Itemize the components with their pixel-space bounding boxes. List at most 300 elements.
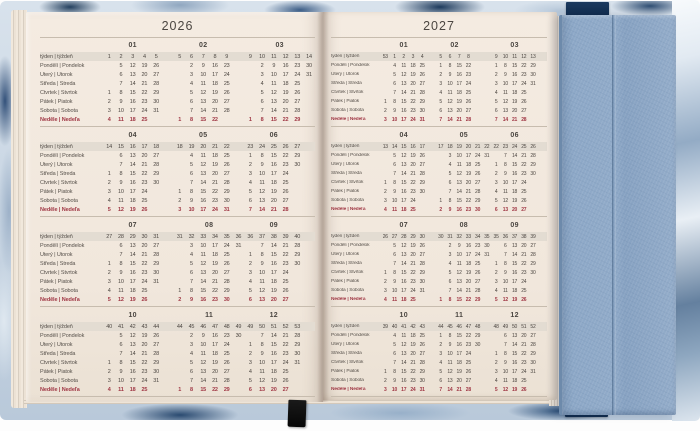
date-cell: 27 bbox=[223, 170, 230, 177]
date-cell: 15 bbox=[200, 116, 207, 123]
date-cell: 8 bbox=[393, 368, 396, 375]
date-cell bbox=[103, 342, 115, 348]
week-number: 30 bbox=[438, 233, 444, 240]
day-label: Sobota | Sobota bbox=[331, 198, 364, 203]
date-cell: 2 bbox=[190, 332, 193, 339]
date-cell: 15 bbox=[511, 161, 518, 168]
day-label: Úterý | Utorok bbox=[331, 252, 360, 257]
date-cell: 29 bbox=[530, 350, 536, 357]
week-number bbox=[538, 144, 547, 150]
date-cell bbox=[473, 72, 482, 78]
date-cells bbox=[174, 252, 245, 258]
date-cell: 12 bbox=[401, 242, 407, 249]
date-cell bbox=[244, 333, 256, 339]
week-number: 38 bbox=[270, 233, 277, 240]
month-header-row bbox=[331, 129, 547, 142]
day-row bbox=[331, 286, 547, 295]
date-cell bbox=[538, 90, 547, 96]
date-cell: 26 bbox=[521, 197, 527, 204]
date-cell: 10 bbox=[118, 188, 124, 195]
week-number: 35 bbox=[493, 233, 499, 240]
day-row bbox=[331, 178, 547, 187]
date-cell: 21 bbox=[465, 188, 471, 195]
date-cell: 21 bbox=[410, 170, 416, 177]
day-label: Středa | Streda bbox=[331, 81, 362, 86]
week-number bbox=[162, 234, 174, 240]
date-cell: 1 bbox=[383, 368, 387, 375]
date-cell: 22 bbox=[282, 341, 289, 348]
week-numbers bbox=[174, 54, 245, 60]
month-number: 06 bbox=[269, 132, 278, 139]
date-cell: 19 bbox=[465, 170, 471, 177]
date-cell: 13 bbox=[502, 206, 508, 213]
date-cell: 24 bbox=[282, 359, 289, 366]
date-cell bbox=[233, 279, 245, 285]
week-number: 33 bbox=[200, 233, 207, 240]
date-cell: 25 bbox=[474, 161, 481, 168]
date-cells bbox=[492, 180, 547, 186]
date-cell: 12 bbox=[270, 89, 277, 96]
month-header-col bbox=[492, 312, 547, 319]
date-cells bbox=[103, 153, 174, 159]
month-header-col bbox=[103, 132, 174, 139]
date-cell bbox=[162, 378, 174, 384]
week-numbers bbox=[492, 54, 547, 60]
date-cells bbox=[436, 171, 491, 177]
date-cell: 19 bbox=[212, 260, 218, 267]
week-number: 17 bbox=[419, 143, 425, 150]
date-cell bbox=[233, 63, 245, 69]
date-cell bbox=[538, 153, 547, 159]
book-cover-edge bbox=[672, 0, 700, 421]
date-cell: 19 bbox=[212, 161, 218, 168]
date-cell: 22 bbox=[521, 260, 527, 267]
date-cell: 30 bbox=[530, 170, 536, 177]
date-cell: 20 bbox=[212, 98, 218, 105]
date-cell: 30 bbox=[484, 242, 490, 249]
date-cells bbox=[492, 171, 547, 177]
date-cells bbox=[381, 342, 436, 348]
date-cell: 9 bbox=[393, 377, 396, 384]
week-number: 40 bbox=[106, 323, 112, 330]
week-number: 24 bbox=[259, 143, 265, 150]
date-cells bbox=[174, 288, 245, 294]
date-cell bbox=[427, 171, 436, 177]
date-cell: 4 bbox=[383, 206, 387, 213]
date-cell bbox=[427, 207, 436, 213]
month-header-col bbox=[381, 312, 436, 319]
week-number: 43 bbox=[141, 323, 148, 330]
date-cell bbox=[150, 207, 162, 213]
day-label: Neděle | Nedeľa bbox=[331, 207, 366, 212]
date-cells bbox=[244, 270, 315, 276]
date-cell bbox=[528, 288, 537, 294]
week-number: 52 bbox=[530, 323, 536, 330]
week-number: 26 bbox=[530, 143, 536, 150]
date-cell bbox=[482, 81, 491, 87]
date-cell: 4 bbox=[494, 377, 498, 384]
date-cell: 13 bbox=[511, 332, 518, 339]
date-cell: 25 bbox=[282, 368, 289, 375]
date-cells bbox=[103, 378, 174, 384]
week-number: 29 bbox=[129, 233, 136, 240]
date-cell: 4 bbox=[190, 350, 193, 357]
date-cell bbox=[436, 153, 445, 159]
day-row bbox=[40, 61, 315, 70]
date-cell: 1 bbox=[248, 341, 252, 348]
date-cell: 29 bbox=[419, 179, 425, 186]
date-cell: 26 bbox=[521, 296, 527, 303]
date-cell: 10 bbox=[200, 341, 207, 348]
date-cells bbox=[244, 297, 315, 303]
date-cell: 11 bbox=[118, 386, 124, 393]
week-number bbox=[427, 324, 436, 330]
week-number: 35 bbox=[484, 233, 490, 240]
week-number: 28 bbox=[401, 233, 407, 240]
date-cell bbox=[482, 99, 491, 105]
date-cell: 18 bbox=[129, 386, 136, 393]
day-row bbox=[331, 61, 547, 70]
date-cell: 26 bbox=[465, 368, 471, 375]
week-number: 21 bbox=[212, 143, 218, 150]
month-header-col bbox=[103, 42, 174, 49]
date-cell: 2 bbox=[178, 197, 182, 204]
week-number: 1 bbox=[107, 53, 111, 60]
date-cell bbox=[427, 369, 436, 375]
date-cell: 22 bbox=[410, 98, 416, 105]
week-number: 27 bbox=[294, 143, 301, 150]
date-cell bbox=[538, 72, 547, 78]
date-cell bbox=[103, 351, 115, 357]
date-cell: 1 bbox=[494, 62, 498, 69]
week-number: 14 bbox=[391, 143, 398, 150]
date-cell: 22 bbox=[465, 296, 471, 303]
date-cell: 23 bbox=[521, 170, 527, 177]
date-cell: 28 bbox=[223, 107, 230, 114]
date-cell: 5 bbox=[494, 98, 498, 105]
date-cell bbox=[291, 288, 303, 294]
date-cell: 30 bbox=[223, 296, 230, 303]
date-cell bbox=[482, 369, 491, 375]
date-cells bbox=[492, 351, 547, 357]
date-cell bbox=[427, 279, 436, 285]
date-cell: 17 bbox=[401, 116, 407, 123]
date-cell: 21 bbox=[410, 89, 416, 96]
date-cell: 20 bbox=[410, 350, 416, 357]
date-cell: 15 bbox=[511, 62, 518, 69]
date-cell: 24 bbox=[410, 386, 416, 393]
date-cells bbox=[436, 81, 491, 87]
date-cell: 11 bbox=[502, 377, 508, 384]
date-cell bbox=[528, 90, 537, 96]
date-cells bbox=[381, 198, 436, 204]
date-cells bbox=[492, 198, 547, 204]
week-number bbox=[473, 54, 482, 60]
date-cell: 29 bbox=[223, 188, 230, 195]
date-cell: 13 bbox=[511, 242, 518, 249]
date-cell: 19 bbox=[511, 98, 518, 105]
date-cells bbox=[436, 108, 491, 114]
block-rule bbox=[40, 216, 315, 217]
week-number: 6 bbox=[190, 53, 193, 60]
date-cell bbox=[150, 198, 162, 204]
date-cell bbox=[473, 63, 482, 69]
date-cell: 7 bbox=[439, 116, 442, 123]
date-cell: 6 bbox=[504, 242, 507, 249]
week-number: 18 bbox=[447, 143, 453, 150]
date-cells bbox=[244, 198, 315, 204]
date-cell bbox=[150, 189, 162, 195]
day-label: Čtvrtek | Štvrtok bbox=[331, 90, 364, 95]
date-cell: 8 bbox=[393, 269, 396, 276]
day-label: Sobota | Sobota bbox=[40, 197, 78, 204]
week-number: 34 bbox=[212, 233, 218, 240]
date-cell bbox=[162, 351, 174, 357]
date-cell: 9 bbox=[448, 206, 452, 213]
date-cell: 28 bbox=[153, 80, 159, 87]
date-cell: 13 bbox=[401, 350, 407, 357]
date-cell: 16 bbox=[270, 350, 277, 357]
date-cell: 9 bbox=[260, 350, 264, 357]
date-cell: 9 bbox=[504, 170, 507, 177]
date-cell: 4 bbox=[107, 287, 111, 294]
date-cells bbox=[174, 270, 245, 276]
week-number: 4 bbox=[420, 53, 424, 60]
month-number: 05 bbox=[459, 132, 468, 139]
date-cell: 24 bbox=[521, 278, 527, 285]
date-cell: 12 bbox=[456, 170, 462, 177]
week-number: 49 bbox=[502, 323, 508, 330]
date-cells bbox=[492, 378, 547, 384]
date-cell bbox=[427, 198, 436, 204]
date-cell: 4 bbox=[248, 179, 252, 186]
date-cell: 17 bbox=[511, 368, 518, 375]
date-cell: 9 bbox=[260, 161, 264, 168]
day-row bbox=[331, 187, 547, 196]
day-label: Čtvrtek | Štvrtok bbox=[331, 270, 364, 275]
date-cells bbox=[174, 243, 245, 249]
date-cell bbox=[303, 279, 315, 285]
week-number: 22 bbox=[484, 143, 490, 150]
date-cell: 26 bbox=[282, 377, 289, 384]
day-row bbox=[40, 187, 315, 196]
week-number bbox=[427, 144, 436, 150]
date-cells bbox=[103, 288, 174, 294]
date-cell: 3 bbox=[107, 107, 111, 114]
date-cell: 1 bbox=[494, 350, 498, 357]
date-cells bbox=[244, 288, 315, 294]
date-cell bbox=[103, 72, 115, 78]
week-number: 25 bbox=[521, 143, 527, 150]
date-cells bbox=[381, 117, 436, 123]
date-cell bbox=[492, 243, 501, 249]
date-cell: 23 bbox=[294, 62, 301, 69]
month-number: 10 bbox=[128, 312, 137, 319]
date-cells bbox=[436, 90, 491, 96]
date-cell: 4 bbox=[393, 62, 396, 69]
date-cell bbox=[174, 270, 186, 276]
date-cell: 6 bbox=[393, 251, 396, 258]
date-cell: 30 bbox=[419, 188, 425, 195]
date-cell: 24 bbox=[465, 350, 471, 357]
date-cell: 15 bbox=[270, 251, 277, 258]
date-cell: 17 bbox=[401, 287, 407, 294]
date-cell bbox=[538, 81, 547, 87]
date-cell: 26 bbox=[153, 62, 159, 69]
date-cell: 3 bbox=[190, 341, 193, 348]
date-cells bbox=[436, 351, 491, 357]
date-cells bbox=[103, 81, 174, 87]
date-cell bbox=[174, 81, 186, 87]
date-cells bbox=[174, 207, 245, 213]
date-cell: 27 bbox=[282, 296, 289, 303]
date-cell: 4 bbox=[448, 260, 452, 267]
date-cell bbox=[538, 243, 547, 249]
date-cells bbox=[103, 189, 174, 195]
month-block bbox=[331, 129, 547, 217]
month-number: 08 bbox=[204, 222, 214, 229]
date-cell bbox=[174, 279, 186, 285]
week-numbers-row bbox=[331, 232, 547, 241]
date-cell: 20 bbox=[270, 386, 277, 393]
date-cell bbox=[427, 189, 436, 195]
week-number: 27 bbox=[106, 233, 112, 240]
date-cell: 8 bbox=[260, 341, 264, 348]
date-cells bbox=[436, 180, 491, 186]
month-number: 12 bbox=[269, 312, 278, 319]
date-cell bbox=[303, 171, 315, 177]
date-cell: 24 bbox=[223, 242, 230, 249]
date-cell: 21 bbox=[456, 386, 462, 393]
date-cell bbox=[381, 81, 390, 87]
week-number: 48 bbox=[474, 323, 481, 330]
week-number: 38 bbox=[521, 233, 527, 240]
day-label: Neděle | Nedeľa bbox=[331, 297, 366, 302]
date-cell: 22 bbox=[410, 269, 416, 276]
date-cell bbox=[233, 369, 245, 375]
date-cell: 24 bbox=[141, 188, 148, 195]
date-cell: 16 bbox=[401, 188, 407, 195]
date-cells bbox=[103, 207, 174, 213]
day-label: Středa | Streda bbox=[40, 350, 76, 357]
date-cells bbox=[492, 288, 547, 294]
date-cell bbox=[303, 351, 315, 357]
date-cell: 10 bbox=[447, 350, 453, 357]
date-cells bbox=[244, 108, 315, 114]
date-cell: 13 bbox=[447, 107, 453, 114]
day-row bbox=[331, 88, 547, 97]
date-cell bbox=[482, 270, 491, 276]
week-number: 6 bbox=[448, 53, 452, 60]
date-cells bbox=[174, 333, 245, 339]
date-cell bbox=[150, 288, 162, 294]
day-label: Úterý | Utorok bbox=[331, 342, 360, 347]
date-cell: 23 bbox=[223, 332, 230, 339]
date-cell: 29 bbox=[474, 332, 481, 339]
week-numbers bbox=[174, 234, 245, 240]
date-cells bbox=[103, 252, 174, 258]
day-label: Sobota | Sobota bbox=[331, 378, 364, 383]
date-cell: 16 bbox=[129, 368, 136, 375]
date-cell: 9 bbox=[119, 98, 123, 105]
date-cell: 8 bbox=[119, 359, 123, 366]
date-cells bbox=[436, 360, 491, 366]
date-cell bbox=[244, 108, 256, 114]
date-cell: 6 bbox=[190, 170, 193, 177]
day-row bbox=[331, 115, 547, 124]
date-cell: 11 bbox=[200, 251, 206, 258]
date-cell: 21 bbox=[511, 116, 518, 123]
date-cell: 18 bbox=[410, 62, 416, 69]
date-cell: 2 bbox=[107, 179, 111, 186]
date-cell: 12 bbox=[118, 296, 124, 303]
date-cell bbox=[303, 369, 315, 375]
month-block bbox=[40, 219, 315, 307]
week-numbers-row bbox=[331, 322, 547, 331]
week-number: 31 bbox=[176, 233, 183, 240]
date-cell: 9 bbox=[457, 242, 461, 249]
date-cells bbox=[492, 333, 547, 339]
date-cell bbox=[103, 153, 115, 159]
date-cell: 3 bbox=[494, 80, 498, 87]
date-cell: 2 bbox=[439, 341, 442, 348]
date-cell bbox=[174, 333, 186, 339]
date-cell: 12 bbox=[200, 161, 207, 168]
week-numbers bbox=[492, 324, 547, 330]
date-cell: 18 bbox=[270, 368, 277, 375]
date-cell: 25 bbox=[282, 179, 289, 186]
year-title: 2026 bbox=[161, 19, 194, 33]
date-cell: 10 bbox=[502, 278, 508, 285]
month-block bbox=[40, 129, 315, 217]
date-cell: 21 bbox=[410, 359, 416, 366]
date-cell: 12 bbox=[447, 98, 453, 105]
date-cells bbox=[381, 171, 436, 177]
date-cell: 8 bbox=[190, 116, 193, 123]
date-cell bbox=[233, 117, 245, 123]
week-numbers bbox=[492, 144, 547, 150]
day-row bbox=[40, 268, 315, 277]
date-cell: 1 bbox=[178, 116, 182, 123]
week-number: 41 bbox=[118, 323, 124, 330]
date-cell bbox=[303, 387, 315, 393]
date-cell: 21 bbox=[212, 278, 218, 285]
date-cell bbox=[150, 297, 162, 303]
day-row bbox=[331, 241, 547, 250]
date-cell: 16 bbox=[511, 71, 518, 78]
week-numbers bbox=[103, 324, 174, 330]
date-cell: 6 bbox=[119, 71, 123, 78]
month-number: 10 bbox=[399, 312, 408, 319]
date-cell: 17 bbox=[129, 188, 136, 195]
date-cell: 6 bbox=[119, 242, 123, 249]
date-cell: 13 bbox=[129, 242, 136, 249]
date-cell bbox=[174, 180, 186, 186]
date-cell: 20 bbox=[456, 377, 462, 384]
date-cell: 4 bbox=[107, 116, 111, 123]
date-cell: 7 bbox=[504, 341, 507, 348]
date-cell: 4 bbox=[260, 80, 264, 87]
block-rule bbox=[331, 396, 547, 397]
date-cell: 15 bbox=[129, 359, 136, 366]
date-cell bbox=[427, 81, 436, 87]
date-cell: 15 bbox=[200, 386, 207, 393]
date-cell: 31 bbox=[530, 80, 536, 87]
date-cell: 24 bbox=[212, 206, 218, 213]
day-label: Pondělí | Pondelok bbox=[331, 63, 370, 68]
date-cell: 28 bbox=[530, 341, 536, 348]
date-cell: 2 bbox=[494, 71, 498, 78]
